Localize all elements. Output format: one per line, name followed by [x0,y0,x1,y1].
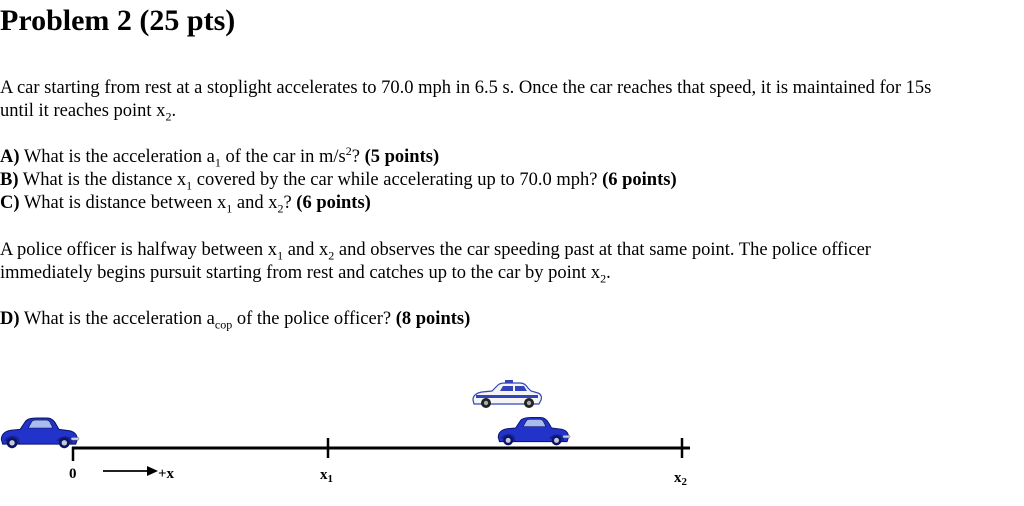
x2-label: $x_2$ [674,470,687,488]
question-c: C) What is distance between $x_1$ and $x_2$? (6 points) [0,193,371,216]
position-diagram [0,370,1024,506]
arrow-head-icon [147,466,158,476]
origin-label: 0 [69,466,77,482]
police-paragraph: A police officer is halfway between $x_1$ and $x_2$ and observes the car speeding past at that same point. The police officer immediately begins pursuit starting from rest and catches up to the car by point $x_2$. [0,240,871,286]
question-d: D) What is the acceleration $a_{cop}$ of the police officer? (8 points) [0,309,471,332]
direction-label: +x [158,466,175,482]
car-middle-icon [498,417,570,445]
question-b: B) What is the distance $x_1$ covered by the car while accelerating up to 70.0 mph? (6 points) [0,170,677,193]
police-car-icon [473,380,541,408]
x1-label: $x_1$ [320,467,333,485]
question-list [0,143,677,216]
intro-paragraph: A car starting from rest at a stoplight accelerates to 70.0 mph in 6.5 s. Once the car reaches that speed, it is maintained for 15s until it reaches point $x_2$. [0,78,932,124]
question-a: A) What is the acceleration $a_1$ of the car in $m/s^2$? (5 points) [0,143,440,170]
car-left-icon [1,418,79,448]
problem-title: Problem 2 (25 pts) [0,4,236,37]
